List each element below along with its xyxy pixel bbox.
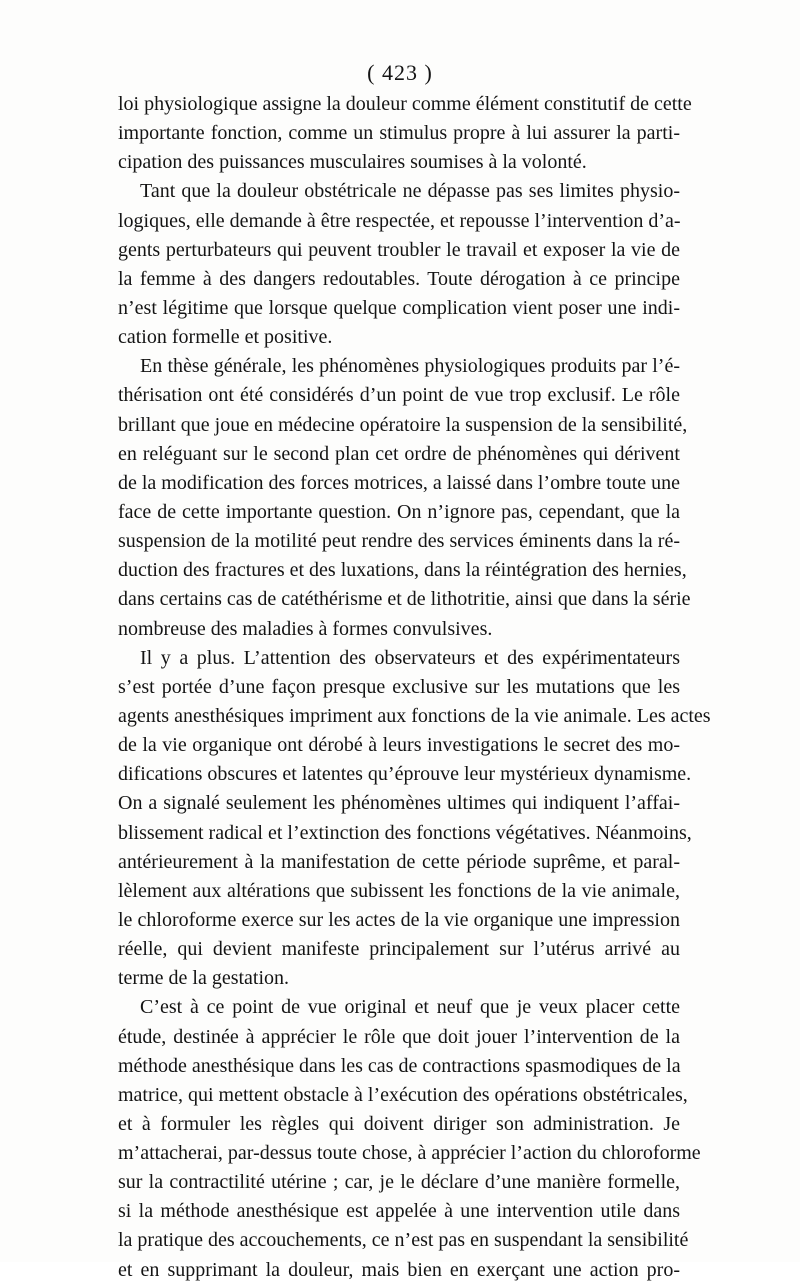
text-line: blissement radical et l’extinction des fonctions végétatives. Néanmoins,: [118, 821, 692, 844]
text-line: si la méthode anesthésique est appelée à une intervention utile dans: [118, 1200, 680, 1223]
text-line: loi physiologique assigne la douleur comme élément constitutif de cette: [118, 93, 692, 115]
text-line: m’attacherai, par-dessus toute chose, à apprécier l’action du chloroforme: [118, 1142, 701, 1165]
text-line: nombreuse des maladies à formes convulsives.: [118, 617, 493, 640]
text-line: la pratique des accouchements, ce n’est pas en suspendant la sensibilité: [118, 1229, 689, 1252]
page-number: ( 423 ): [367, 60, 433, 85]
text-line: En thèse générale, les phénomènes physiologiques produits par l’é-: [140, 355, 680, 378]
text-line: gents perturbateurs qui peuvent troubler le travail et exposer la vie de: [118, 238, 680, 261]
text-line: C’est à ce point de vue original et neuf que je veux placer cette: [140, 996, 680, 1019]
text-line: sur la contractilité utérine ; car, je le déclare d’une manière formelle,: [118, 1171, 680, 1194]
text-line: On a signalé seulement les phénomènes ultimes qui indiquent l’affai-: [118, 792, 680, 815]
text-line: étude, destinée à apprécier le rôle que doit jouer l’intervention de la: [118, 1025, 680, 1048]
text-line: et à formuler les règles qui doivent diriger son administration. Je: [118, 1112, 680, 1135]
text-line: réelle, qui devient manifeste principalement sur l’utérus arrivé au: [118, 938, 680, 961]
text-line: face de cette importante question. On n’ignore pas, cependant, que la: [118, 500, 680, 523]
text-line: la femme à des dangers redoutables. Toute dérogation à ce principe: [118, 267, 680, 290]
text-line: thérisation ont été considérés d’un point de vue trop exclusif. Le rôle: [118, 384, 680, 407]
text-line: logiques, elle demande à être respectée, et repousse l’intervention d’a-: [118, 209, 681, 232]
text-line: de la vie organique ont dérobé à leurs investigations le secret des mo-: [118, 734, 680, 757]
text-line: lèlement aux altérations que subissent les fonctions de la vie animale,: [118, 879, 680, 902]
text-line: importante fonction, comme un stimulus propre à lui assurer la parti-: [118, 122, 680, 145]
text-line: difications obscures et latentes qu’éprouve leur mystérieux dynamisme.: [118, 763, 692, 786]
text-line: duction des fractures et des luxations, dans la réintégration des hernies,: [118, 559, 687, 582]
text-line: cation formelle et positive.: [118, 326, 333, 349]
text-line: Il y a plus. L’attention des observateurs et des expérimentateurs: [140, 646, 680, 669]
text-line: Tant que la douleur obstétricale ne dépasse pas ses limites physio-: [140, 180, 680, 203]
text-line: antérieurement à la manifestation de cette période suprême, et paral-: [118, 850, 680, 873]
text-line: de la modification des forces motrices, a laissé dans l’ombre toute une: [118, 471, 681, 494]
text-line: en reléguant sur le second plan cet ordre de phénomènes qui dérivent: [118, 442, 680, 465]
text-line: n’est légitime que lorsque quelque complication vient poser une indi-: [118, 296, 680, 319]
text-line: suspension de la motilité peut rendre des services éminents dans la ré-: [118, 530, 680, 553]
text-line: cipation des puissances musculaires soumises à la volonté.: [118, 151, 587, 174]
text-line: s’est portée d’une façon presque exclusive sur les mutations que les: [118, 675, 680, 698]
text-line: agents anesthésiques impriment aux fonctions de la vie animale. Les actes: [118, 704, 711, 727]
text-line: terme de la gestation.: [118, 967, 290, 990]
text-line: matrice, qui mettent obstacle à l’exécution des opérations obstétricales,: [118, 1083, 688, 1106]
body-text: [118, 90, 711, 1285]
text-line: brillant que joue en médecine opératoire la suspension de la sensibilité,: [118, 413, 688, 436]
text-line: méthode anesthésique dans les cas de contractions spasmodiques de la: [118, 1054, 681, 1077]
text-line: et en supprimant la douleur, mais bien en exerçant une action pro-: [118, 1258, 680, 1281]
text-line: dans certains cas de catéthérisme et de lithotritie, ainsi que dans la série: [118, 588, 691, 611]
text-line: le chloroforme exerce sur les actes de la vie organique une impression: [118, 908, 680, 931]
